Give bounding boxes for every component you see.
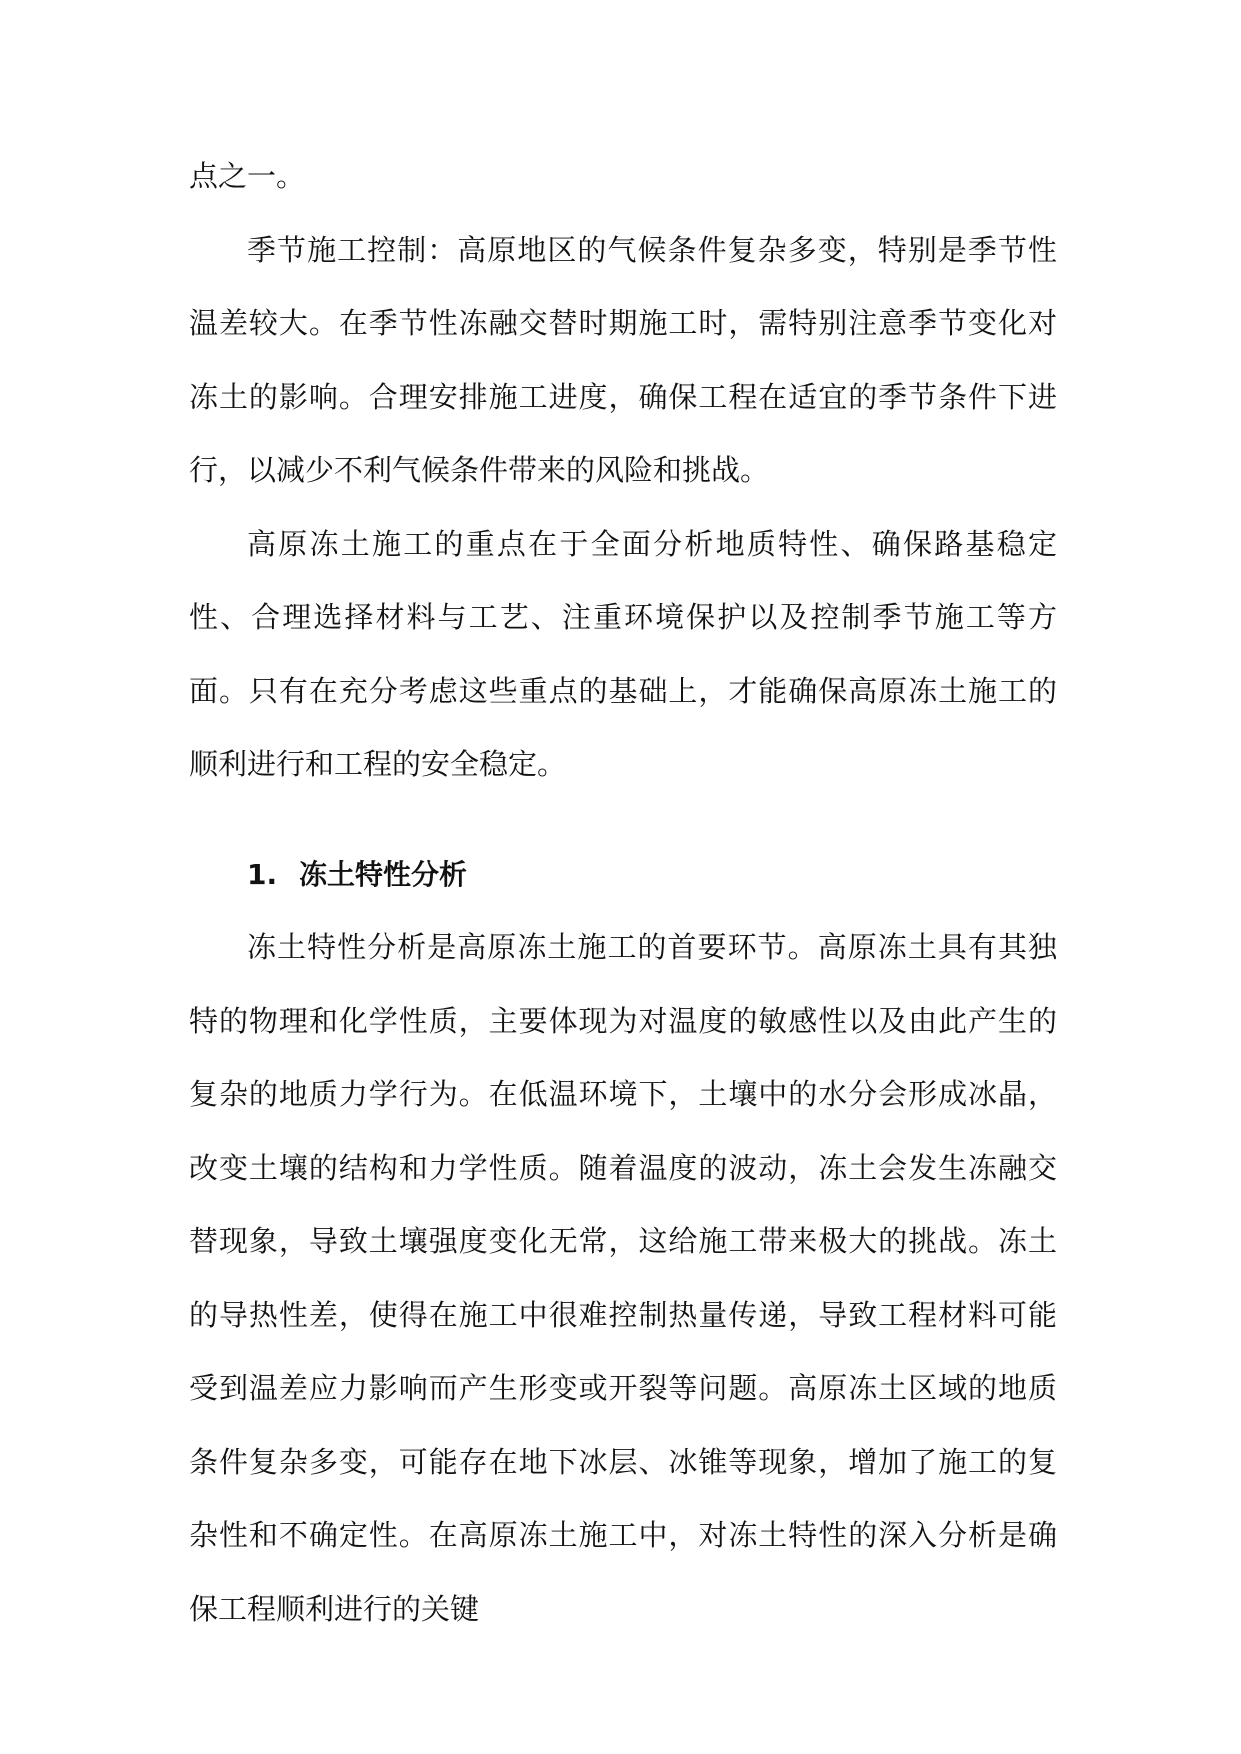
paragraph-frozen-soil-analysis: 冻土特性分析是高原冻土施工的首要环节。高原冻土具有其独特的物理和化学性质，主要体现为对温度的敏感性以及由此产生的复杂的地质力学行为。在低温环境下，土壤中的水分会形成冰晶，改变土壤的结构和力学性质。随着温度的波动，冻土会发生冻融交替现象，导致土壤强度变化无常，这给施工带来极大的挑战。冻土的导热性差，使得在施工中很难控制热量传递，导致工程材料可能受到温差应力影响而产生形变或开裂等问题。高原冻土区域的地质条件复杂多变，可能存在地下冰层、冰锥等现象，增加了施工的复杂性和不确定性。在高原冻土施工中，对冻土特性的深入分析是确保工程顺利进行的关键 [189,930,1057,1626]
document-body [189,140,1057,1646]
paragraph-summary: 高原冻土施工的重点在于全面分析地质特性、确保路基稳定性、合理选择材料与工艺、注重环境保护以及控制季节施工等方面。只有在充分考虑这些重点的基础上，才能确保高原冻土施工的顺利进行和工程的安全稳定。 [189,526,1057,781]
section-title: 冻土特性分析 [299,857,468,891]
paragraph-seasonal-construction: 季节施工控制：高原地区的气候条件复杂多变，特别是季节性温差较大。在季节性冻融交替时期施工时，需特别注意季节变化对冻土的影响。合理安排施工进度，确保工程在适宜的季节条件下进行，以减少不利气候条件带来的风险和挑战。 [189,232,1057,487]
section-heading [189,838,1057,912]
section-number: 1. [247,857,278,891]
paragraph-continued: 点之一。 [189,159,306,193]
